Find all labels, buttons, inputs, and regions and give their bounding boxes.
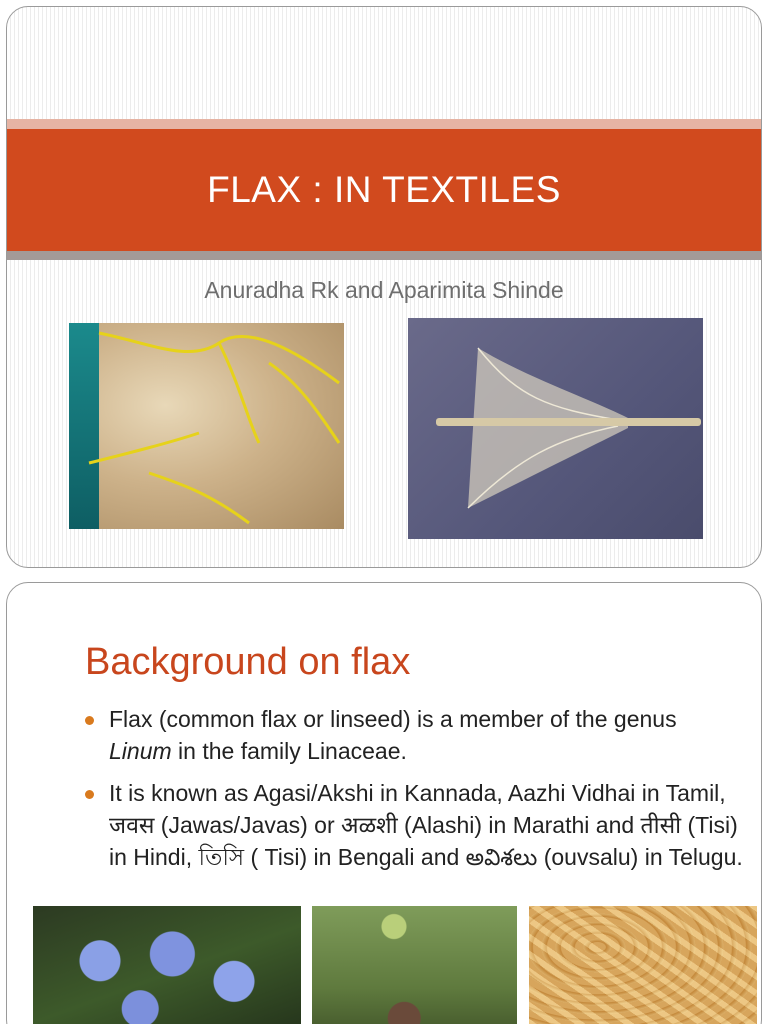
- flax-fiber-bundle-photo: [69, 323, 344, 529]
- bullet-text-part: in the family Linaceae.: [171, 738, 407, 764]
- slide-subtitle: Anuradha Rk and Aparimita Shinde: [204, 277, 564, 303]
- title-band-top-stripe: [7, 119, 761, 129]
- title-band: [7, 129, 761, 251]
- seed-texture: [529, 906, 757, 1024]
- bullet-item-definition: [85, 703, 745, 767]
- slide-title: FLAX : IN TEXTILES: [207, 169, 561, 210]
- background-slide: [6, 582, 762, 1024]
- slide-heading: Background on flax: [85, 641, 411, 683]
- title-band-bottom-stripe: [7, 251, 761, 260]
- bullet-list: [85, 703, 745, 883]
- flax-stalk-drawing: [408, 318, 703, 539]
- genus-name: Linum: [109, 738, 172, 764]
- flax-seed-pods-photo: [312, 906, 517, 1024]
- flax-flowers-photo: [33, 906, 301, 1024]
- bullet-marker-icon: [85, 790, 94, 799]
- bullet-item-names: [85, 777, 745, 873]
- title-slide: [6, 6, 762, 568]
- bullet-marker-icon: [85, 716, 94, 725]
- flax-stalk-fiber-photo: [408, 318, 703, 539]
- yellow-thread-lines: [69, 323, 344, 529]
- flax-seeds-photo: [529, 906, 757, 1024]
- bullet-text-part: Flax (common flax or linseed) is a member of the genus: [109, 706, 677, 732]
- bullet-text: It is known as Agasi/Akshi in Kannada, Aazhi Vidhai in Tamil, जवस (Jawas/Javas) or अळशी (Alashi) in Marathi and तीसी (Tisi) in Hindi, তিসি ( Tisi) in Bengali and అవిశలు (ouvsalu) in Telugu.: [109, 780, 743, 870]
